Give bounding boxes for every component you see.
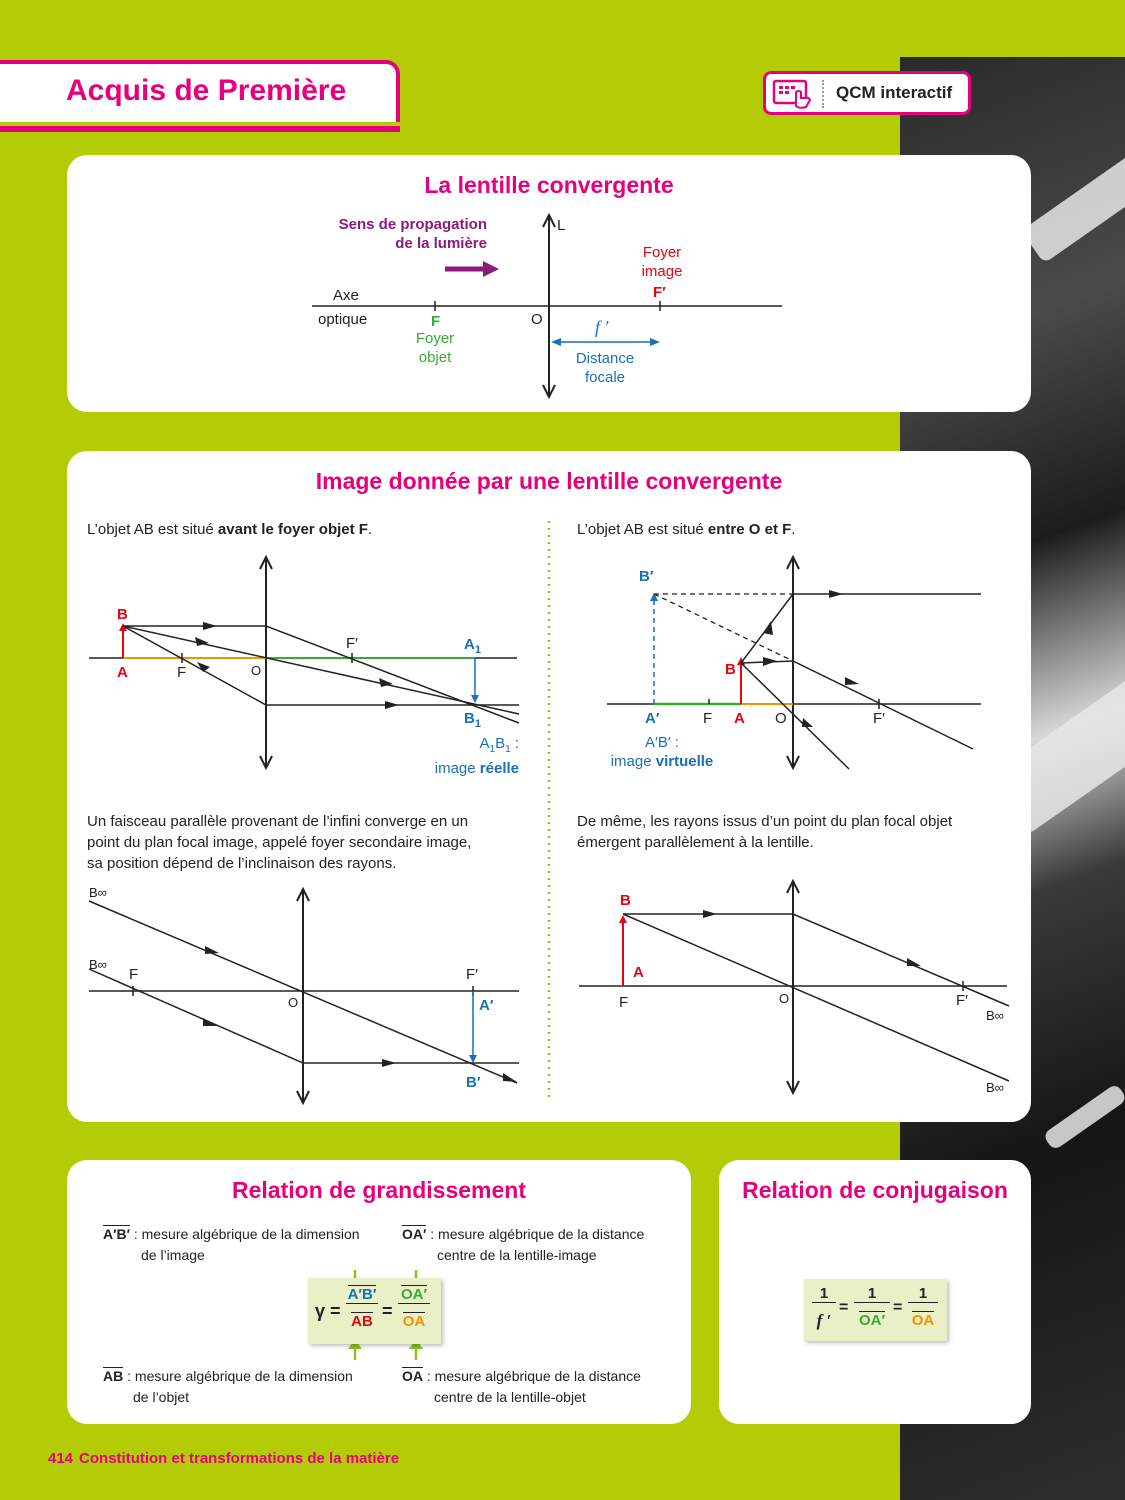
magnification-title: Relation de grandissement [232,1177,526,1203]
bl-point-O: O [288,995,299,1010]
focal-object-point: F [431,313,441,330]
tr-point-Bp: B′ [639,568,654,585]
br-point-F: F [619,994,629,1011]
bl-point-Bp: B′ [466,1074,481,1091]
focal-length-symbol: f ′ [595,317,609,337]
tr-point-Fp: F′ [873,710,885,727]
section-title: Acquis de Première [66,74,347,107]
br-Binf-1: B∞ [986,1008,1004,1023]
image-formation-card [67,451,1031,1122]
conjugation-title: Relation de conjugaison [742,1177,1008,1203]
case-between-caption: L’objet AB est situé entre O et F. [577,521,796,538]
converging-lens-card [67,155,1031,412]
tl-point-A1: $A_1$ [464,636,481,656]
bl-point-F: F [129,966,139,983]
focal-plane-text: De même, les rayons issus d’un point du plan focal objet émergent parallèlement à la lentille. [577,813,953,851]
optical-axis-label-1: Axe [333,287,359,304]
focal-object-desc: Foyer objet [415,330,455,366]
optical-axis-label-2: optique [318,311,368,328]
br-point-Fp: F′ [956,992,968,1009]
page-footer [48,1450,399,1467]
conjugation-formula: 1 f ′ = 1 OA′ = 1 OA [804,1279,947,1341]
image-size-def: A′B′ : mesure algébrique de la dimension de l’image [103,1226,360,1263]
case-before-focus-caption: L’objet AB est situé avant le foyer objet F. [87,521,373,538]
tl-image-label: $A_1B_1$ : image réelle [434,735,519,777]
magnification-formula: γ = A′B′ AB = OA′ OA [308,1278,441,1344]
lens-diagram [67,155,1031,412]
tl-point-A: A [117,664,128,681]
focal-length-desc: Distance focale [575,350,635,386]
tl-point-F: F [177,664,187,681]
bl-Binf-2: B∞ [89,957,107,972]
object-size-def: AB : mesure algébrique de la dimension de l’objet [103,1368,353,1405]
br-point-B: B [620,892,631,909]
optical-center-label: O [531,311,543,328]
column-divider [547,521,551,1101]
qcm-interactive-button[interactable] [763,71,971,115]
br-point-O: O [779,991,790,1006]
qcm-label: QCM interactif [836,83,953,102]
bl-point-Fp: F′ [466,966,478,983]
magnification-card [67,1160,691,1424]
parallel-beam-text: Un faisceau parallèle provenant de l’infini converge en un point du plan focal image, appelé foyer secondaire image, sa position dépend de l’inclinaison des rayons. [87,813,472,872]
tr-point-F: F [703,710,713,727]
footer-section: Constitution et transformations de la matière [79,1450,400,1467]
section-title-tab [0,60,400,122]
touch-screen-icon [772,78,814,110]
tl-point-Fp: F′ [346,635,358,652]
object-distance-def: OA : mesure algébrique de la distance centre de la lentille-objet [402,1368,641,1405]
bl-Binf-1: B∞ [89,885,107,900]
tl-point-B1: $B_1$ [464,710,481,730]
tr-point-Ap: A′ [645,710,660,727]
tr-point-A: A [734,710,745,727]
tr-point-O: O [775,710,787,727]
converging-lens-title: La lentille convergente [424,172,674,198]
page-number: 414 [48,1450,74,1467]
conjugation-card [719,1160,1031,1424]
focal-image-point: F′ [653,284,666,301]
image-formation-title: Image donnée par une lentille convergente [315,468,783,494]
bl-point-Ap: A′ [479,997,494,1014]
focal-image-desc: Foyer image [641,244,683,280]
br-point-A: A [633,964,644,981]
propagation-label: Sens de propagation de la lumière [338,216,487,252]
image-distance-def: OA′ : mesure algébrique de la distance centre de la lentille-image [402,1226,645,1263]
tr-image-label: A′B′ : image virtuelle [610,734,714,770]
tr-point-B: B [725,661,736,678]
lens-label: L [557,217,566,234]
tl-point-B: B [117,606,128,623]
br-Binf-2: B∞ [986,1080,1004,1095]
tl-point-O: O [251,663,262,678]
